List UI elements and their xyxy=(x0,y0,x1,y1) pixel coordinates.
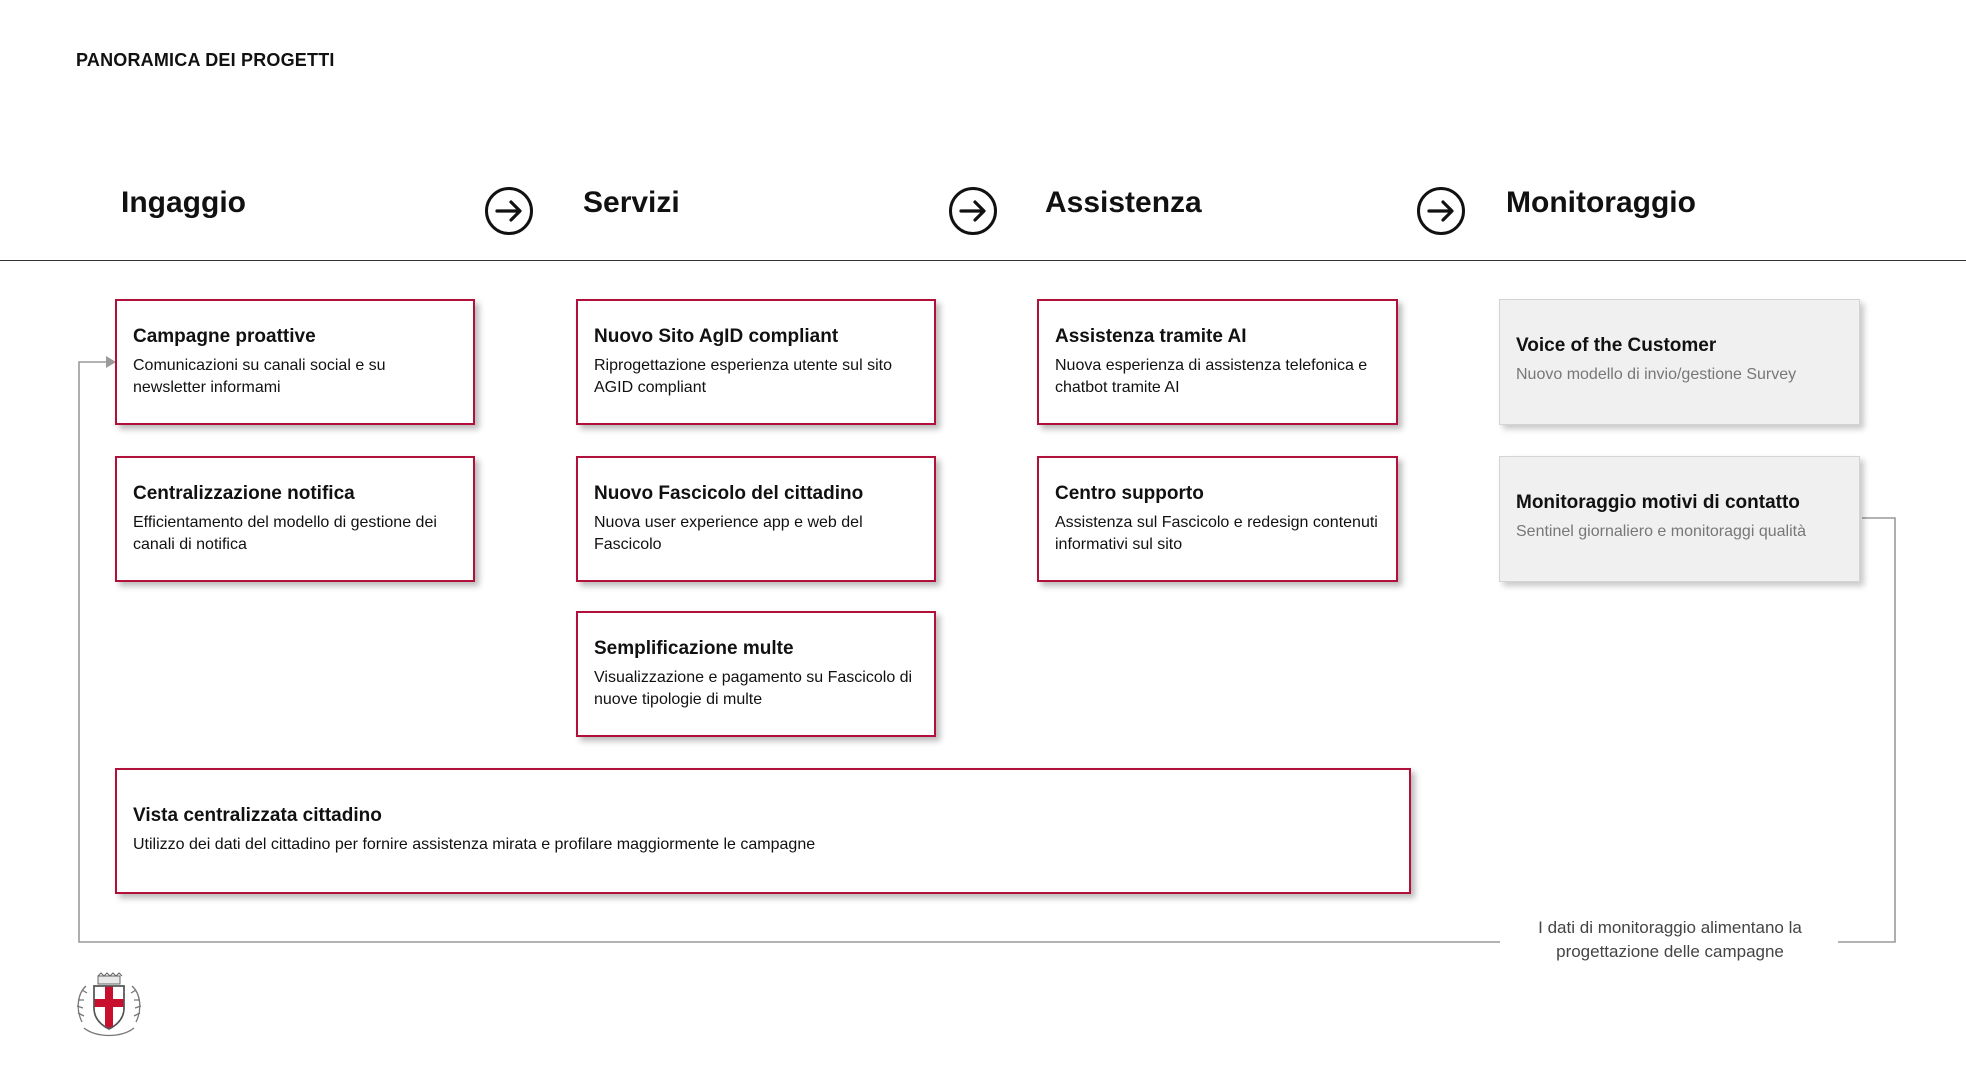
card-title: Semplificazione multe xyxy=(594,638,794,659)
card-description: Nuova esperienza di assistenza telefonica e chatbot tramite AI xyxy=(1055,357,1368,396)
card-title: Assistenza tramite AI xyxy=(1055,326,1247,347)
phase-ingaggio: Ingaggio xyxy=(121,186,246,219)
card-title: Nuovo Sito AgID compliant xyxy=(594,326,839,347)
card-description: Nuovo modello di invio/gestione Survey xyxy=(1516,366,1797,383)
card-title: Vista centralizzata cittadino xyxy=(133,805,382,826)
card-description: Efficientamento del modello di gestione dei canali di notifica xyxy=(133,514,437,553)
feedback-note: I dati di monitoraggio alimentano la progettazione delle campagne xyxy=(1538,918,1802,961)
city-coat-of-arms-logo xyxy=(74,972,144,1044)
card-description: Comunicazioni su canali social e su newsletter informami xyxy=(133,357,386,396)
card-title: Nuovo Fascicolo del cittadino xyxy=(594,483,864,504)
card-campagne-proattive[interactable] xyxy=(115,299,475,425)
card-centro-supporto[interactable] xyxy=(1037,456,1398,582)
card-assistenza-ai[interactable] xyxy=(1037,299,1398,425)
card-title: Campagne proattive xyxy=(133,326,316,347)
card-description: Sentinel giornaliero e monitoraggi qualità xyxy=(1516,523,1806,540)
card-title: Voice of the Customer xyxy=(1516,335,1717,356)
phase-servizi: Servizi xyxy=(583,186,680,219)
page-title: PANORAMICA DEI PROGETTI xyxy=(76,50,335,70)
card-title: Centralizzazione notifica xyxy=(133,483,355,504)
card-semplificazione-multe[interactable] xyxy=(576,611,936,737)
card-nuovo-fascicolo[interactable] xyxy=(576,456,936,582)
card-title: Monitoraggio motivi di contatto xyxy=(1516,492,1800,513)
card-title: Centro supporto xyxy=(1055,483,1204,504)
card-description: Riprogettazione esperienza utente sul sito AGID compliant xyxy=(594,357,892,396)
card-description: Nuova user experience app e web del Fascicolo xyxy=(594,514,863,553)
card-monitoraggio-motivi[interactable] xyxy=(1499,456,1860,582)
card-centralizzazione-notifica[interactable] xyxy=(115,456,475,582)
phase-assistenza: Assistenza xyxy=(1045,186,1202,219)
card-voice-of-customer[interactable] xyxy=(1499,299,1860,425)
phase-monitoraggio: Monitoraggio xyxy=(1506,186,1696,219)
card-description: Visualizzazione e pagamento su Fascicolo di nuove tipologie di multe xyxy=(594,669,913,708)
card-description: Utilizzo dei dati del cittadino per fornire assistenza mirata e profilare maggiormente le campagne xyxy=(133,836,816,853)
card-vista-centralizzata[interactable] xyxy=(115,768,1411,894)
card-nuovo-sito-agid[interactable] xyxy=(576,299,936,425)
card-description: Assistenza sul Fascicolo e redesign contenuti informativi sul sito xyxy=(1055,514,1378,553)
